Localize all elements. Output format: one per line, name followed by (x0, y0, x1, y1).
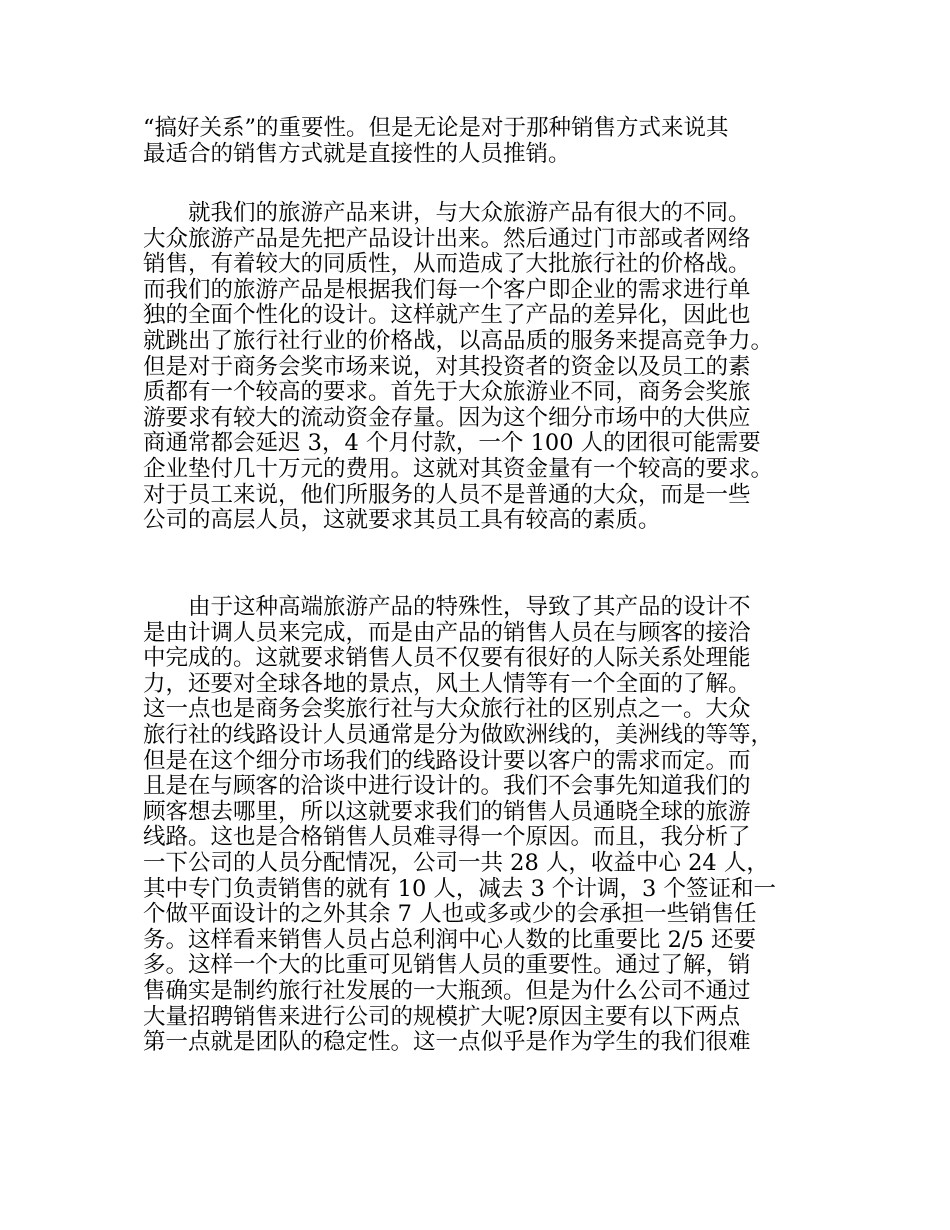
text-line: 个做平面设计的之外其余 7 人也或多或少的会承担一些销售任 (143, 901, 757, 928)
text-line: 其中专门负责销售的就有 10 人，减去 3 个计调，3 个签证和一 (143, 875, 777, 902)
text-line: 而我们的旅游产品是根据我们每一个客户即企业的需求进行单 (143, 276, 751, 303)
text-line: 独的全面个性化的设计。这样就产生了产品的差异化，因此也 (143, 302, 751, 329)
text-line: 务。这样看来销售人员占总利润中心人数的比重要比 2/5 还要 (143, 926, 757, 953)
text-line: 第一点就是团队的稳定性。这一点似乎是作为学生的我们很难 (143, 1029, 751, 1056)
paragraph-2 (143, 201, 823, 534)
text-line: 就我们的旅游产品来讲，与大众旅游产品有很大的不同。 (188, 200, 751, 226)
text-line: 大众旅游产品是先把产品设计出来。然后通过门市部或者网络 (143, 225, 751, 252)
paragraph-3 (143, 595, 823, 1056)
text-line: 销售，有着较大的同质性，从而造成了大批旅行社的价格战。 (143, 251, 751, 278)
text-line: 公司的高层人员，这就要求其员工具有较高的素质。 (143, 507, 661, 534)
text-line: 顾客想去哪里，所以这就要求我们的销售人员通晓全球的旅游 (143, 798, 751, 825)
text-line: 但是对于商务会奖市场来说，对其投资者的资金以及员工的素 (143, 353, 751, 380)
text-line: 是由计调人员来完成，而是由产品的销售人员在与顾客的接洽 (143, 619, 751, 646)
text-line: 一下公司的人员分配情况，公司一共 28 人，收益中心 24 人， (143, 849, 769, 876)
text-line: 售确实是制约旅行社发展的一大瓶颈。但是为什么公司不通过 (143, 977, 751, 1004)
text-line: 对于员工来说，他们所服务的人员不是普通的大众，而是一些 (143, 481, 751, 508)
text-line: 旅行社的线路设计人员通常是分为做欧洲线的，美洲线的等等， (143, 721, 774, 748)
text-line: 线路。这也是合格销售人员难寻得一个原因。而且，我分析了 (143, 824, 751, 851)
text-line: 且是在与顾客的洽谈中进行设计的。我们不会事先知道我们的 (143, 773, 751, 800)
paragraph-1 (143, 116, 823, 167)
text-line: “搞好关系”的重要性。但是无论是对于那种销售方式来说其 (143, 115, 729, 141)
text-line: 最适合的销售方式就是直接性的人员推销。 (143, 140, 571, 167)
text-line: 企业垫付几十万元的费用。这就对其资金量有一个较高的要求。 (143, 455, 774, 482)
text-line: 这一点也是商务会奖旅行社与大众旅行社的区别点之一。大众 (143, 696, 751, 723)
text-line: 大量招聘销售来进行公司的规模扩大呢?原因主要有以下两点 (143, 1003, 741, 1030)
text-line: 就跳出了旅行社行业的价格战，以高品质的服务来提高竞争力。 (143, 327, 774, 354)
text-line: 但是在这个细分市场我们的线路设计要以客户的需求而定。而 (143, 747, 751, 774)
text-line: 游要求有较大的流动资金存量。因为这个细分市场中的大供应 (143, 404, 751, 431)
text-line: 多。这样一个大的比重可见销售人员的重要性。通过了解，销 (143, 952, 751, 979)
text-line: 由于这种高端旅游产品的特殊性，导致了其产品的设计不 (188, 594, 751, 620)
text-line: 商通常都会延迟 3，4 个月付款，一个 100 人的团很可能需要 (143, 430, 761, 457)
text-line: 力，还要对全球各地的景点，风土人情等有一个全面的了解。 (143, 670, 751, 697)
text-line: 中完成的。这就要求销售人员不仅要有很好的人际关系处理能 (143, 645, 751, 672)
text-line: 质都有一个较高的要求。首先于大众旅游业不同，商务会奖旅 (143, 379, 751, 406)
